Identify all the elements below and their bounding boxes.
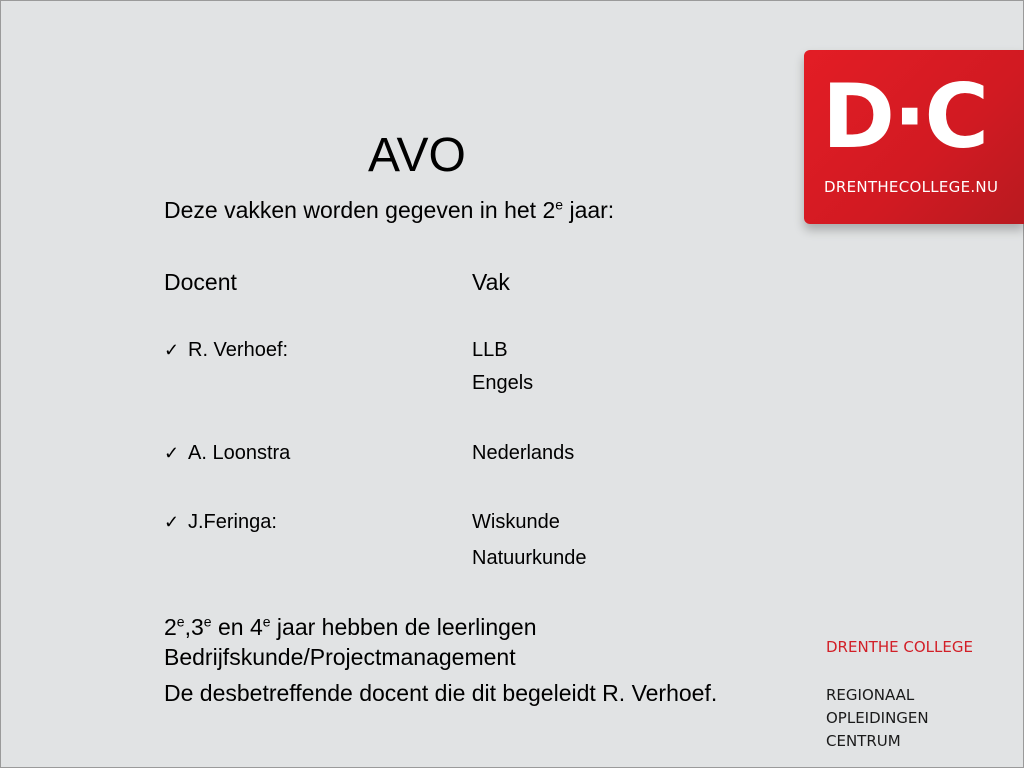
- intro-text: [164, 196, 614, 224]
- footer-sup: e: [262, 613, 271, 630]
- roc-line: CENTRUM: [826, 732, 901, 750]
- roc-label: [826, 684, 929, 753]
- vak-item: Engels: [472, 372, 534, 394]
- footer-line-1: [164, 612, 794, 642]
- footer-line-2: Bedrijfskunde/Projectmanagement: [164, 644, 516, 670]
- header-vak: Vak: [472, 269, 510, 295]
- docent-row: [164, 510, 277, 534]
- docent-row: [164, 338, 288, 362]
- intro-after: jaar:: [563, 197, 615, 223]
- footer-text: [164, 612, 794, 708]
- footer-sup: e: [203, 613, 212, 630]
- drenthe-college-logo: [804, 50, 1024, 224]
- footer-text-part: 2: [164, 614, 177, 640]
- roc-line: REGIONAAL: [826, 686, 915, 704]
- check-icon: ✓: [164, 340, 180, 360]
- header-docent: Docent: [164, 269, 237, 295]
- logo-subtitle: DRENTHECOLLEGE.NU: [824, 178, 999, 196]
- slide-title: AVO: [368, 129, 466, 182]
- intro-sup: e: [555, 196, 564, 213]
- footer-text-part: jaar hebben de leerlingen: [270, 614, 537, 640]
- footer-text-part: ,3: [184, 614, 204, 640]
- vak-item: Wiskunde: [472, 511, 560, 533]
- vak-item: Natuurkunde: [472, 547, 587, 569]
- docent-name: R. Verhoef:: [188, 339, 289, 361]
- roc-line: OPLEIDINGEN: [826, 709, 929, 727]
- check-icon: ✓: [164, 443, 180, 463]
- docent-name: A. Loonstra: [188, 442, 291, 464]
- footer-sup: e: [176, 613, 185, 630]
- logo-mark: D·C: [822, 65, 988, 168]
- docent-row: [164, 441, 290, 465]
- college-name: DRENTHE COLLEGE: [826, 638, 973, 656]
- footer-line-3: De desbetreffende docent die dit begeleidt R. Verhoef.: [164, 680, 718, 706]
- footer-text-part: en 4: [211, 614, 263, 640]
- vak-item: Nederlands: [472, 442, 575, 464]
- intro-before: Deze vakken worden gegeven in het 2: [164, 197, 556, 223]
- docent-name: J.Feringa:: [188, 511, 277, 533]
- vak-item: LLB: [472, 339, 508, 361]
- check-icon: ✓: [164, 512, 180, 532]
